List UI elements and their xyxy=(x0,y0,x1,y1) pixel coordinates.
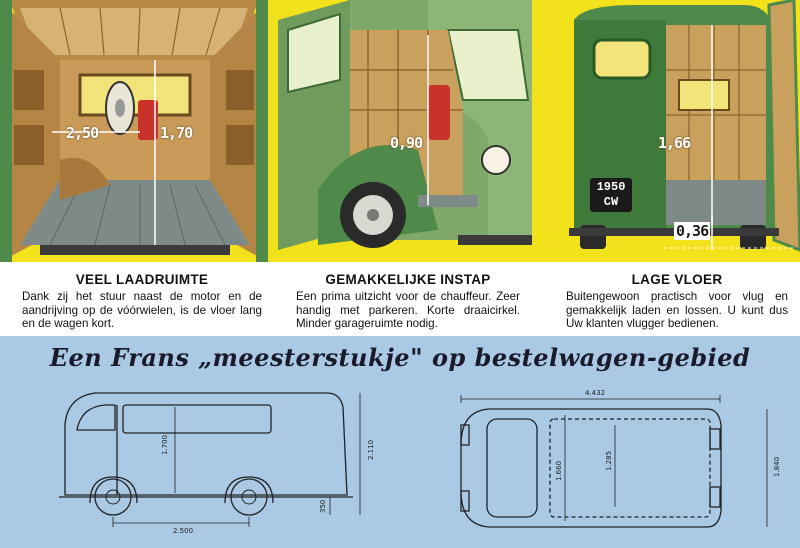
track-dimension: 1.285 xyxy=(605,450,613,471)
rear-low-floor-drawing xyxy=(544,0,800,262)
caption-cargo-space xyxy=(22,272,262,331)
total-height-dimension: 2.110 xyxy=(367,439,375,460)
cab-entry-illustration xyxy=(278,0,532,262)
interior-height-dimension: 1.700 xyxy=(161,434,169,455)
door-height-label: 1,66 xyxy=(658,134,691,152)
photo-strip xyxy=(0,0,800,262)
caption-text: Buitengewoon practisch voor vlug en gemakkelijk laden en lossen. U kunt dus Uw klanten vlugger bedienen. xyxy=(566,290,788,330)
ground-clearance-dimension: 350 xyxy=(319,499,327,513)
captions-row xyxy=(0,262,800,336)
caption-low-floor xyxy=(566,272,788,331)
caption-easy-entry xyxy=(296,272,520,331)
cargo-interior-illustration xyxy=(0,0,268,262)
license-plate-number: 1950 xyxy=(596,180,626,194)
cab-entry-drawing xyxy=(278,0,532,262)
caption-title: GEMAKKELIJKE INSTAP xyxy=(325,272,491,287)
cargo-width-label: 2,50 xyxy=(66,124,99,142)
caption-title: LAGE VLOER xyxy=(631,272,723,287)
side-view-blueprint xyxy=(55,385,395,535)
inner-width-dimension: 1.660 xyxy=(555,460,563,481)
entry-height-label: 0,90 xyxy=(390,134,423,152)
length-dimension: 4.432 xyxy=(585,389,606,397)
license-plate-letters: CW xyxy=(603,195,619,209)
cargo-interior-drawing xyxy=(0,0,268,262)
license-plate xyxy=(590,178,632,212)
slogan-heading: Een Frans „meesterstukje" op bestelwagen-gebied xyxy=(49,343,751,372)
caption-text: Een prima uitzicht voor de chauffeur. Zeer handig met parkeren. Korte draaicirkel. Minder garageruimte nodig. xyxy=(296,290,520,330)
top-view-blueprint xyxy=(455,385,785,535)
wheelbase-dimension: 2.500 xyxy=(173,527,194,535)
caption-text: Dank zij het stuur naast de motor en de aandrijving op de vóórwielen, is de vloer lang en de wagen kort. xyxy=(22,290,262,330)
total-width-dimension: 1.840 xyxy=(773,456,781,477)
floor-height-label: 0,36 xyxy=(676,222,709,240)
caption-title: VEEL LAADRUIMTE xyxy=(75,272,209,287)
cargo-height-label: 1,70 xyxy=(160,124,193,142)
rear-low-floor-illustration xyxy=(544,0,800,262)
